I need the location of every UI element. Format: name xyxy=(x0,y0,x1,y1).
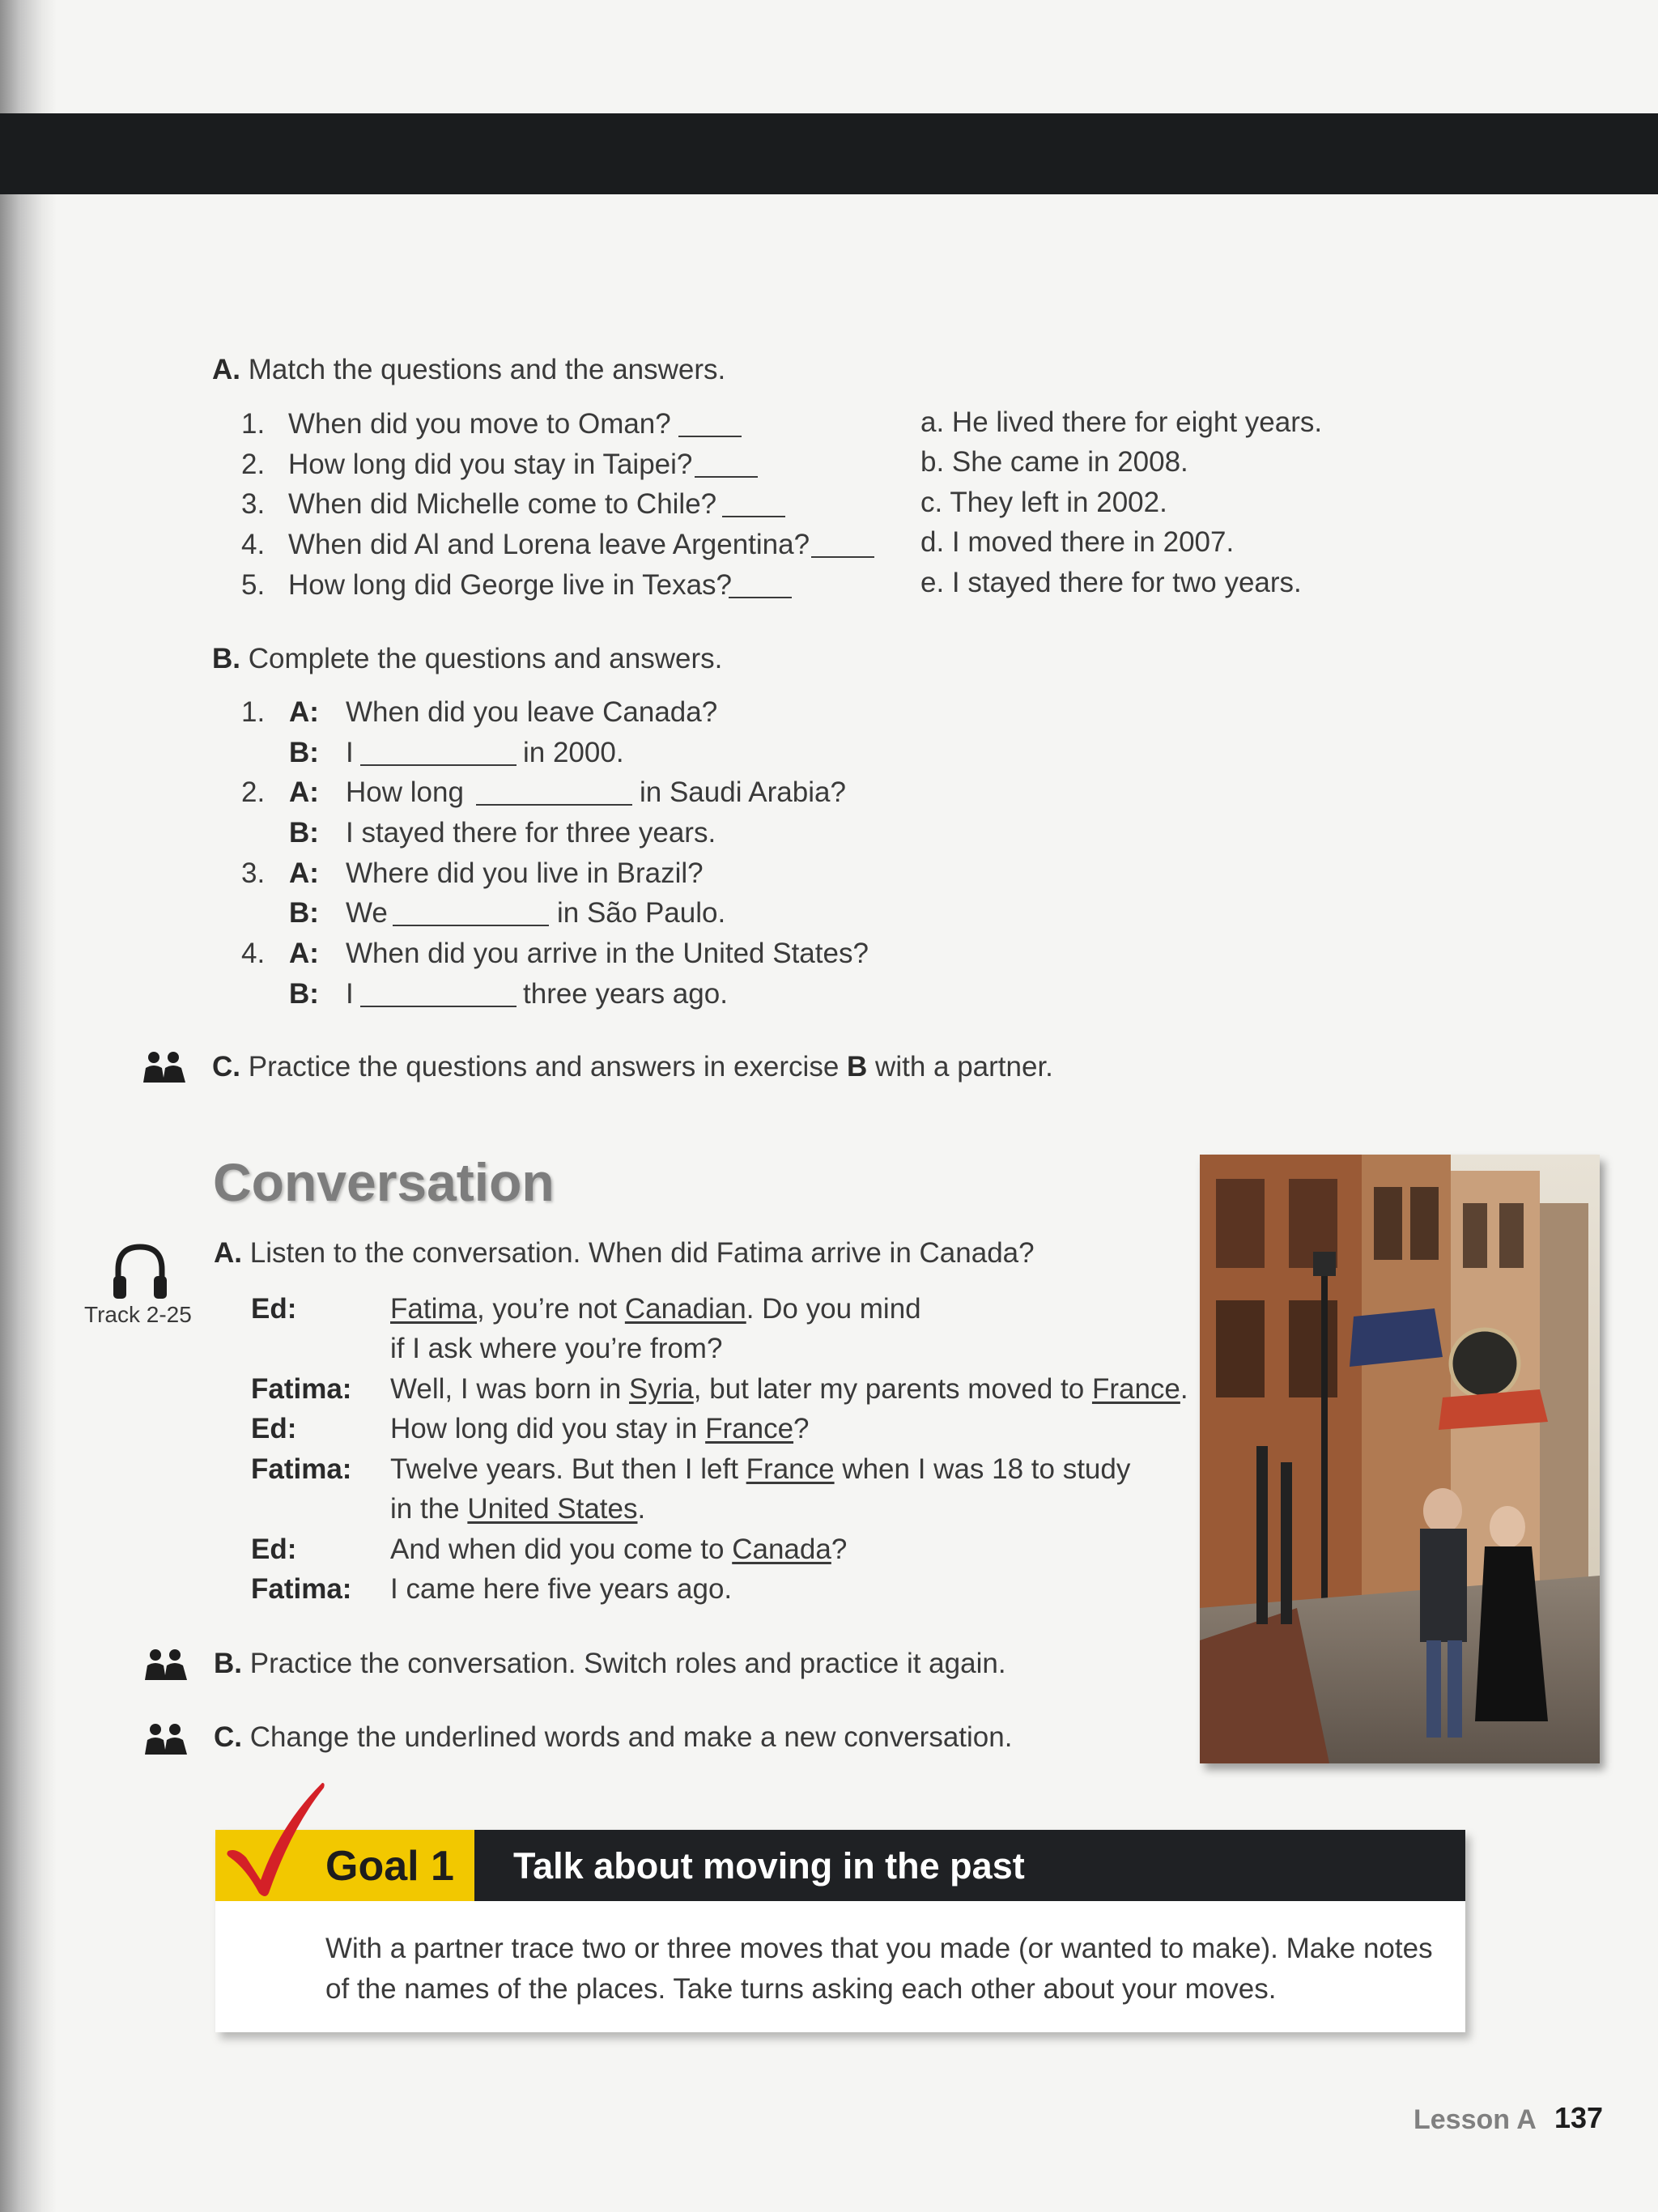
speaker-label: Fatima: xyxy=(251,1373,352,1405)
answer-blank[interactable] xyxy=(695,476,758,478)
conversation-c-instruction: C. Change the underlined words and make a new conversation. xyxy=(214,1721,1013,1753)
answer-blank[interactable] xyxy=(729,597,792,598)
dialogue-line-end: in Saudi Arabia? xyxy=(640,776,846,808)
answer-blank[interactable] xyxy=(678,436,742,437)
pair-work-icon xyxy=(142,1648,189,1680)
goal-box xyxy=(215,1830,1465,2032)
speaker-label: Ed: xyxy=(251,1534,297,1565)
headphones-icon xyxy=(112,1240,168,1300)
exercise-b-instruction: B. Complete the questions and answers. xyxy=(212,643,723,674)
goal-subtitle: Talk about moving in the past xyxy=(513,1845,1025,1887)
exercise-b-item-number: 1. xyxy=(241,696,266,728)
fill-blank[interactable] xyxy=(360,1006,517,1007)
speaker-b-label: B: xyxy=(289,897,319,929)
dialogue-line-start: I xyxy=(346,737,354,768)
speaker-label: Ed: xyxy=(251,1293,297,1325)
page-gutter-shadow xyxy=(0,0,57,2212)
conversation-b-instruction: B. Practice the conversation. Switch roles and practice it again. xyxy=(214,1648,1006,1679)
exercise-a-question: 5. How long did George live in Texas? xyxy=(241,569,733,601)
speaker-label: Fatima: xyxy=(251,1573,352,1605)
dialogue-line: Where did you live in Brazil? xyxy=(346,857,704,889)
header-band xyxy=(0,113,1658,194)
dialogue-line: When did you leave Canada? xyxy=(346,696,718,728)
fill-blank[interactable] xyxy=(476,804,632,806)
dialogue-line-start: We xyxy=(346,897,388,929)
dialogue-line-end: in 2000. xyxy=(523,737,624,768)
conversation-line: I came here five years ago. xyxy=(390,1573,733,1605)
speaker-label: Fatima: xyxy=(251,1453,352,1485)
exercise-c-instruction: C. Practice the questions and answers in exercise B with a partner. xyxy=(212,1051,1053,1083)
exercise-a-question: 1. When did you move to Oman? xyxy=(241,408,671,440)
exercise-a-answer: a. He lived there for eight years. xyxy=(920,406,1323,438)
dialogue-line: I stayed there for three years. xyxy=(346,817,716,849)
speaker-b-label: B: xyxy=(289,817,319,849)
answer-blank[interactable] xyxy=(811,556,874,558)
conversation-heading: Conversation xyxy=(213,1152,555,1212)
speaker-b-label: B: xyxy=(289,737,319,768)
checkmark-icon xyxy=(219,1780,329,1901)
conversation-line: Well, I was born in Syria, but later my parents moved to France. xyxy=(390,1373,1188,1405)
speaker-a-label: A: xyxy=(289,938,319,969)
speaker-a-label: A: xyxy=(289,776,319,808)
fill-blank[interactable] xyxy=(393,925,549,926)
footer-lesson-label: Lesson A xyxy=(1414,2104,1537,2135)
dialogue-line: When did you arrive in the United States? xyxy=(346,938,869,969)
exercise-a-answer: d. I moved there in 2007. xyxy=(920,526,1235,558)
exercise-b-item-number: 2. xyxy=(241,776,266,808)
conversation-line: in the United States. xyxy=(390,1493,646,1525)
speaker-b-label: B: xyxy=(289,978,319,1010)
dialogue-line-start: I xyxy=(346,978,354,1010)
goal-title: Goal 1 xyxy=(325,1843,454,1890)
exercise-a-instruction: A. Match the questions and the answers. xyxy=(212,354,726,385)
exercise-a-answer: e. I stayed there for two years. xyxy=(920,567,1302,598)
exercise-b-item-number: 3. xyxy=(241,857,266,889)
dialogue-line-end: three years ago. xyxy=(523,978,728,1010)
exercise-a-question: 2. How long did you stay in Taipei? xyxy=(241,449,693,480)
pair-work-icon xyxy=(142,1722,189,1755)
conversation-a-instruction: A. Listen to the conversation. When did Fatima arrive in Canada? xyxy=(214,1237,1035,1269)
dialogue-line-start: How long xyxy=(346,776,464,808)
answer-blank[interactable] xyxy=(722,516,785,517)
goal-instruction-line: With a partner trace two or three moves that you made (or wanted to make). Make notes xyxy=(325,1933,1433,1964)
exercise-a-question: 3. When did Michelle come to Chile? xyxy=(241,488,717,520)
exercise-a-answer: b. She came in 2008. xyxy=(920,446,1188,478)
speaker-a-label: A: xyxy=(289,696,319,728)
speaker-a-label: A: xyxy=(289,857,319,889)
speaker-label: Ed: xyxy=(251,1413,297,1444)
dialogue-line-end: in São Paulo. xyxy=(557,897,726,929)
exercise-b-item-number: 4. xyxy=(241,938,266,969)
page-number: 137 xyxy=(1554,2101,1604,2134)
pair-work-icon xyxy=(141,1050,188,1083)
conversation-line: if I ask where you’re from? xyxy=(390,1333,723,1364)
conversation-line: How long did you stay in France? xyxy=(390,1413,810,1444)
conversation-line: Twelve years. But then I left France when I was 18 to study xyxy=(390,1453,1131,1485)
track-label: Track 2-25 xyxy=(84,1302,192,1327)
exercise-a-question: 4. When did Al and Lorena leave Argentina? xyxy=(241,529,810,560)
conversation-line: And when did you come to Canada? xyxy=(390,1534,848,1565)
exercise-a-answer: c. They left in 2002. xyxy=(920,487,1167,518)
fill-blank[interactable] xyxy=(360,764,517,766)
goal-instruction-line: of the names of the places. Take turns asking each other about your moves. xyxy=(325,1973,1277,2005)
street-scene-photo xyxy=(1200,1155,1600,1763)
conversation-line: Fatima, you’re not Canadian. Do you mind xyxy=(390,1293,921,1325)
